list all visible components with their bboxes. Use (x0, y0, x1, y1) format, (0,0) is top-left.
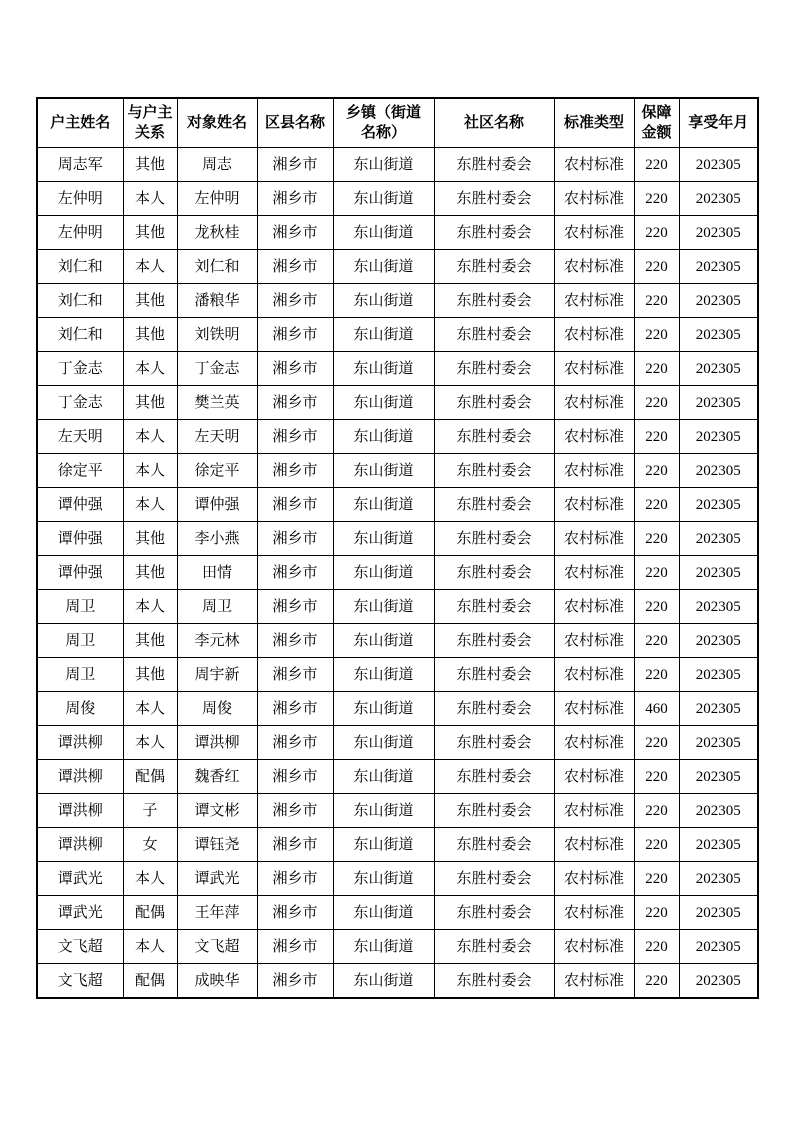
table-cell: 202305 (679, 556, 758, 590)
column-header: 乡镇（街道名称） (333, 98, 434, 148)
table-cell: 左天明 (37, 420, 123, 454)
table-cell: 202305 (679, 590, 758, 624)
table-cell: 东山街道 (333, 386, 434, 420)
table-cell: 东山街道 (333, 624, 434, 658)
table-cell: 田情 (177, 556, 257, 590)
table-cell: 王年萍 (177, 896, 257, 930)
table-cell: 文飞超 (37, 964, 123, 999)
column-header: 与户主关系 (123, 98, 177, 148)
table-cell: 农村标准 (554, 760, 634, 794)
table-row (37, 454, 758, 488)
table-cell: 龙秋桂 (177, 216, 257, 250)
table-cell: 刘仁和 (37, 250, 123, 284)
table-cell: 202305 (679, 522, 758, 556)
table-cell: 农村标准 (554, 896, 634, 930)
table-cell: 本人 (123, 454, 177, 488)
table-cell: 220 (634, 386, 679, 420)
table-cell: 湘乡市 (257, 794, 333, 828)
table-cell: 202305 (679, 862, 758, 896)
table-cell: 东胜村委会 (434, 862, 554, 896)
table-row (37, 624, 758, 658)
table-row (37, 488, 758, 522)
table-cell: 220 (634, 318, 679, 352)
table-cell: 202305 (679, 148, 758, 182)
table-cell: 东山街道 (333, 522, 434, 556)
table-cell: 东山街道 (333, 182, 434, 216)
table-cell: 东胜村委会 (434, 420, 554, 454)
table-cell: 农村标准 (554, 352, 634, 386)
table-cell: 农村标准 (554, 658, 634, 692)
table-cell: 220 (634, 896, 679, 930)
table-cell: 配偶 (123, 760, 177, 794)
table-cell: 东山街道 (333, 930, 434, 964)
table-cell: 东山街道 (333, 692, 434, 726)
table-cell: 202305 (679, 828, 758, 862)
table-cell: 周宇新 (177, 658, 257, 692)
table-cell: 湘乡市 (257, 284, 333, 318)
table-cell: 周志 (177, 148, 257, 182)
table-cell: 220 (634, 794, 679, 828)
table-cell: 农村标准 (554, 964, 634, 999)
table-row (37, 522, 758, 556)
column-header: 保障金额 (634, 98, 679, 148)
table-cell: 220 (634, 964, 679, 999)
table-cell: 220 (634, 556, 679, 590)
table-cell: 湘乡市 (257, 454, 333, 488)
table-cell: 东胜村委会 (434, 964, 554, 999)
table-cell: 460 (634, 692, 679, 726)
table-cell: 220 (634, 658, 679, 692)
table-cell: 谭洪柳 (177, 726, 257, 760)
table-cell: 左天明 (177, 420, 257, 454)
table-cell: 李元林 (177, 624, 257, 658)
table-row (37, 420, 758, 454)
table-cell: 本人 (123, 692, 177, 726)
table-cell: 220 (634, 930, 679, 964)
table-cell: 220 (634, 590, 679, 624)
table-cell: 湘乡市 (257, 760, 333, 794)
table-cell: 东胜村委会 (434, 726, 554, 760)
table-cell: 刘铁明 (177, 318, 257, 352)
table-cell: 谭武光 (37, 896, 123, 930)
table-row (37, 386, 758, 420)
table-row (37, 794, 758, 828)
column-header: 享受年月 (679, 98, 758, 148)
table-cell: 农村标准 (554, 284, 634, 318)
table-row (37, 284, 758, 318)
table-cell: 东胜村委会 (434, 760, 554, 794)
table-row (37, 148, 758, 182)
table-cell: 其他 (123, 624, 177, 658)
table-cell: 东胜村委会 (434, 828, 554, 862)
table-cell: 湘乡市 (257, 624, 333, 658)
table-cell: 农村标准 (554, 420, 634, 454)
table-cell: 东胜村委会 (434, 284, 554, 318)
table-cell: 谭文彬 (177, 794, 257, 828)
table-cell: 220 (634, 760, 679, 794)
table-cell: 谭洪柳 (37, 828, 123, 862)
table-cell: 202305 (679, 760, 758, 794)
table-cell: 湘乡市 (257, 556, 333, 590)
table-cell: 本人 (123, 182, 177, 216)
table-cell: 配偶 (123, 964, 177, 999)
table-cell: 女 (123, 828, 177, 862)
table-cell: 东胜村委会 (434, 216, 554, 250)
table-cell: 湘乡市 (257, 590, 333, 624)
table-cell: 东胜村委会 (434, 522, 554, 556)
table-cell: 谭洪柳 (37, 726, 123, 760)
table-cell: 202305 (679, 216, 758, 250)
table-cell: 文飞超 (177, 930, 257, 964)
table-cell: 202305 (679, 930, 758, 964)
table-cell: 东胜村委会 (434, 148, 554, 182)
table-cell: 东胜村委会 (434, 692, 554, 726)
table-cell: 220 (634, 828, 679, 862)
table-cell: 湘乡市 (257, 318, 333, 352)
table-cell: 农村标准 (554, 556, 634, 590)
table-cell: 202305 (679, 420, 758, 454)
table-cell: 其他 (123, 386, 177, 420)
table-cell: 东胜村委会 (434, 318, 554, 352)
table-cell: 湘乡市 (257, 216, 333, 250)
table-cell: 李小燕 (177, 522, 257, 556)
table-cell: 东山街道 (333, 862, 434, 896)
table-cell: 220 (634, 522, 679, 556)
table-cell: 子 (123, 794, 177, 828)
table-cell: 魏香红 (177, 760, 257, 794)
column-header: 区县名称 (257, 98, 333, 148)
table-cell: 东山街道 (333, 148, 434, 182)
table-cell: 谭仲强 (177, 488, 257, 522)
table-row (37, 896, 758, 930)
table-cell: 202305 (679, 964, 758, 999)
table-cell: 农村标准 (554, 692, 634, 726)
table-cell: 其他 (123, 284, 177, 318)
table-cell: 丁金志 (37, 352, 123, 386)
table-cell: 农村标准 (554, 454, 634, 488)
table-cell: 左仲明 (177, 182, 257, 216)
table-cell: 东胜村委会 (434, 386, 554, 420)
table-row (37, 216, 758, 250)
table-cell: 农村标准 (554, 250, 634, 284)
column-header: 标准类型 (554, 98, 634, 148)
table-cell: 本人 (123, 862, 177, 896)
table-cell: 刘仁和 (177, 250, 257, 284)
table-cell: 东山街道 (333, 488, 434, 522)
table-cell: 本人 (123, 590, 177, 624)
table-cell: 本人 (123, 420, 177, 454)
table-cell: 配偶 (123, 896, 177, 930)
table-cell: 樊兰英 (177, 386, 257, 420)
table-cell: 湘乡市 (257, 692, 333, 726)
table-cell: 其他 (123, 658, 177, 692)
table-cell: 谭武光 (37, 862, 123, 896)
table-cell: 农村标准 (554, 726, 634, 760)
column-header: 社区名称 (434, 98, 554, 148)
table-cell: 202305 (679, 624, 758, 658)
table-cell: 202305 (679, 896, 758, 930)
table-cell: 202305 (679, 726, 758, 760)
table-cell: 东山街道 (333, 352, 434, 386)
table-cell: 东山街道 (333, 250, 434, 284)
table-cell: 202305 (679, 454, 758, 488)
table-cell: 丁金志 (37, 386, 123, 420)
table-cell: 东山街道 (333, 896, 434, 930)
table-cell: 220 (634, 488, 679, 522)
table-cell: 湘乡市 (257, 250, 333, 284)
table-row (37, 862, 758, 896)
table-cell: 丁金志 (177, 352, 257, 386)
table-cell: 东胜村委会 (434, 454, 554, 488)
table-cell: 谭钰尧 (177, 828, 257, 862)
table-body (37, 148, 758, 999)
table-cell: 其他 (123, 522, 177, 556)
table-row (37, 828, 758, 862)
table-cell: 周卫 (177, 590, 257, 624)
table-cell: 文飞超 (37, 930, 123, 964)
table-cell: 220 (634, 454, 679, 488)
table-cell: 周卫 (37, 590, 123, 624)
table-cell: 220 (634, 862, 679, 896)
table-cell: 东胜村委会 (434, 182, 554, 216)
table-cell: 谭洪柳 (37, 794, 123, 828)
table-cell: 东山街道 (333, 454, 434, 488)
table-cell: 东山街道 (333, 590, 434, 624)
column-header: 户主姓名 (37, 98, 123, 148)
table-cell: 东胜村委会 (434, 794, 554, 828)
table-cell: 湘乡市 (257, 148, 333, 182)
table-cell: 湘乡市 (257, 828, 333, 862)
table-cell: 左仲明 (37, 182, 123, 216)
table-cell: 其他 (123, 216, 177, 250)
table-cell: 东胜村委会 (434, 590, 554, 624)
table-cell: 220 (634, 250, 679, 284)
table-cell: 本人 (123, 726, 177, 760)
table-cell: 202305 (679, 250, 758, 284)
table-cell: 本人 (123, 930, 177, 964)
table-cell: 东山街道 (333, 420, 434, 454)
table-cell: 本人 (123, 352, 177, 386)
table-cell: 谭武光 (177, 862, 257, 896)
table-cell: 202305 (679, 386, 758, 420)
table-cell: 湘乡市 (257, 488, 333, 522)
table-cell: 周卫 (37, 658, 123, 692)
table-cell: 220 (634, 352, 679, 386)
table-row (37, 318, 758, 352)
table-cell: 本人 (123, 488, 177, 522)
table-cell: 东胜村委会 (434, 624, 554, 658)
table-cell: 湘乡市 (257, 386, 333, 420)
table-cell: 农村标准 (554, 148, 634, 182)
table-cell: 农村标准 (554, 488, 634, 522)
table-cell: 湘乡市 (257, 896, 333, 930)
table-cell: 东山街道 (333, 726, 434, 760)
table-row (37, 930, 758, 964)
table-cell: 左仲明 (37, 216, 123, 250)
table-cell: 湘乡市 (257, 352, 333, 386)
table-cell: 刘仁和 (37, 284, 123, 318)
table-cell: 220 (634, 216, 679, 250)
table-cell: 202305 (679, 794, 758, 828)
table-cell: 其他 (123, 148, 177, 182)
table-cell: 农村标准 (554, 216, 634, 250)
table-cell: 农村标准 (554, 386, 634, 420)
table-cell: 其他 (123, 556, 177, 590)
table-cell: 东山街道 (333, 760, 434, 794)
table-cell: 湘乡市 (257, 522, 333, 556)
table-row (37, 590, 758, 624)
table-cell: 农村标准 (554, 794, 634, 828)
table-cell: 农村标准 (554, 862, 634, 896)
table-cell: 谭仲强 (37, 488, 123, 522)
table-cell: 周卫 (37, 624, 123, 658)
benefit-records-table (36, 97, 759, 999)
table-cell: 东胜村委会 (434, 930, 554, 964)
table-cell: 谭洪柳 (37, 760, 123, 794)
table-row (37, 658, 758, 692)
table-row (37, 964, 758, 999)
table-cell: 谭仲强 (37, 556, 123, 590)
header-row (37, 98, 758, 148)
table-cell: 220 (634, 624, 679, 658)
table-cell: 农村标准 (554, 182, 634, 216)
table-cell: 刘仁和 (37, 318, 123, 352)
table-cell: 202305 (679, 658, 758, 692)
table-cell: 徐定平 (177, 454, 257, 488)
table-cell: 徐定平 (37, 454, 123, 488)
table-cell: 湘乡市 (257, 964, 333, 999)
table-cell: 202305 (679, 352, 758, 386)
table-row (37, 352, 758, 386)
table-cell: 农村标准 (554, 828, 634, 862)
table-cell: 潘粮华 (177, 284, 257, 318)
table-cell: 220 (634, 182, 679, 216)
table-cell: 东山街道 (333, 284, 434, 318)
table-row (37, 692, 758, 726)
table-cell: 湘乡市 (257, 658, 333, 692)
table-cell: 湘乡市 (257, 420, 333, 454)
table-cell: 农村标准 (554, 318, 634, 352)
table-cell: 202305 (679, 318, 758, 352)
table-cell: 220 (634, 420, 679, 454)
table-cell: 农村标准 (554, 624, 634, 658)
table-row (37, 726, 758, 760)
table-row (37, 556, 758, 590)
table-cell: 湘乡市 (257, 930, 333, 964)
table-cell: 东山街道 (333, 794, 434, 828)
table-cell: 东山街道 (333, 828, 434, 862)
table-row (37, 182, 758, 216)
table-cell: 202305 (679, 284, 758, 318)
column-header: 对象姓名 (177, 98, 257, 148)
table-cell: 202305 (679, 692, 758, 726)
table-cell: 本人 (123, 250, 177, 284)
table-cell: 202305 (679, 488, 758, 522)
table-cell: 东胜村委会 (434, 488, 554, 522)
table-cell: 东胜村委会 (434, 250, 554, 284)
table-cell: 农村标准 (554, 590, 634, 624)
table-cell: 农村标准 (554, 930, 634, 964)
table-cell: 东山街道 (333, 556, 434, 590)
table-cell: 202305 (679, 182, 758, 216)
table-cell: 湘乡市 (257, 182, 333, 216)
table-cell: 东胜村委会 (434, 896, 554, 930)
table-cell: 东山街道 (333, 318, 434, 352)
table-cell: 东山街道 (333, 658, 434, 692)
table-cell: 周俊 (37, 692, 123, 726)
table-cell: 其他 (123, 318, 177, 352)
table-cell: 成映华 (177, 964, 257, 999)
table-cell: 220 (634, 148, 679, 182)
table-cell: 谭仲强 (37, 522, 123, 556)
table-cell: 220 (634, 726, 679, 760)
table-cell: 湘乡市 (257, 726, 333, 760)
table-row (37, 760, 758, 794)
table-cell: 东胜村委会 (434, 556, 554, 590)
table-cell: 220 (634, 284, 679, 318)
table-cell: 东胜村委会 (434, 352, 554, 386)
table-cell: 周志军 (37, 148, 123, 182)
table-cell: 东胜村委会 (434, 658, 554, 692)
table-cell: 农村标准 (554, 522, 634, 556)
table-cell: 东山街道 (333, 964, 434, 999)
table-cell: 周俊 (177, 692, 257, 726)
table-cell: 湘乡市 (257, 862, 333, 896)
table-row (37, 250, 758, 284)
table-cell: 东山街道 (333, 216, 434, 250)
